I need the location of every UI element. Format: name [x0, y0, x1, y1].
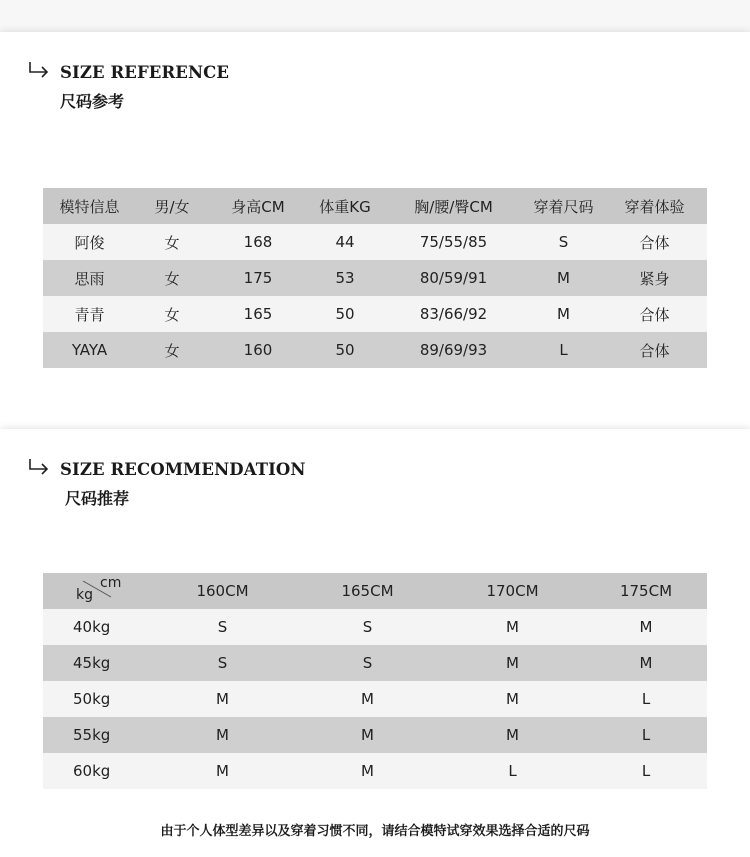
header-cell: 体重KG: [319, 197, 371, 216]
weight-cell: 60kg: [73, 762, 111, 780]
table-cell: L: [559, 341, 568, 359]
weight-cell: 55kg: [73, 726, 111, 744]
table-cell: 50: [335, 305, 355, 323]
table-row: [43, 681, 707, 717]
table-cell: 168: [243, 233, 273, 251]
section-title-cn: 尺码推荐: [65, 489, 130, 508]
table-row: [43, 260, 707, 296]
table-cell: 175: [243, 269, 273, 287]
size-cell: M: [361, 762, 374, 780]
header-cell: 模特信息: [59, 197, 120, 216]
table-cell: 合体: [639, 233, 670, 252]
weight-cell: 45kg: [73, 654, 111, 672]
size-cell: S: [217, 618, 228, 636]
size-cell: S: [362, 618, 373, 636]
section-title-cn: 尺码参考: [60, 92, 125, 111]
header-cell: 穿着尺码: [533, 197, 594, 216]
size-recommendation-table: [43, 573, 707, 789]
header-cell: 165CM: [341, 582, 394, 600]
table-cell: 53: [335, 269, 355, 287]
table-cell: M: [557, 305, 570, 323]
size-cell: L: [641, 762, 651, 780]
table-row: [43, 609, 707, 645]
fit-footnote: 由于个人体型差异以及穿着习惯不同，请结合模特试穿效果选择合适的尺码: [160, 824, 590, 839]
table-row: [43, 296, 707, 332]
table-cell: 165: [243, 305, 273, 323]
size-cell: M: [216, 762, 229, 780]
table-row: [43, 717, 707, 753]
size-cell: L: [641, 726, 651, 744]
size-reference-banner: [0, 32, 750, 131]
corner-cell: [43, 573, 150, 609]
table-cell: M: [557, 269, 570, 287]
size-cell: L: [508, 762, 517, 780]
table-cell: 女: [164, 269, 180, 288]
table-cell: 75/55/85: [419, 233, 488, 251]
size-cell: S: [217, 654, 228, 672]
size-cell: M: [216, 690, 229, 708]
table-header-row: [43, 573, 707, 609]
table-cell: 50: [335, 341, 355, 359]
row-unit-label: kg: [76, 587, 93, 603]
return-arrow-icon: [27, 60, 51, 80]
table-cell: 合体: [639, 305, 670, 324]
size-cell: M: [361, 726, 374, 744]
table-cell: 女: [164, 341, 180, 360]
size-cell: M: [361, 690, 374, 708]
header-cell: 穿着体验: [624, 197, 685, 216]
table-cell: 80/59/91: [419, 269, 488, 287]
top-strip: [0, 0, 750, 32]
table-cell: 紧身: [639, 269, 670, 288]
table-cell: 83/66/92: [419, 305, 488, 323]
table-cell: 女: [164, 233, 180, 252]
size-reference-table: [43, 188, 707, 368]
header-cell: 170CM: [486, 582, 539, 600]
size-cell: M: [506, 618, 519, 636]
table-cell: 思雨: [74, 269, 105, 288]
table-header-row: [43, 188, 707, 224]
column-unit-label: cm: [100, 575, 122, 591]
header-cell: 175CM: [619, 582, 673, 600]
table-cell: S: [558, 233, 569, 251]
section-title-en: SIZE REFERENCE: [60, 63, 230, 82]
size-cell: M: [216, 726, 229, 744]
table-row: [43, 753, 707, 789]
size-cell: L: [641, 690, 651, 708]
table-row: [43, 332, 707, 368]
size-cell: S: [362, 654, 373, 672]
table-cell: 160: [243, 341, 273, 359]
size-cell: M: [506, 654, 519, 672]
header-cell: 胸/腰/臀CM: [414, 197, 493, 216]
table-cell: 女: [164, 305, 180, 324]
table-row: [43, 645, 707, 681]
size-cell: M: [506, 726, 519, 744]
table-cell: 青青: [74, 305, 105, 324]
size-cell: M: [639, 618, 653, 636]
weight-cell: 50kg: [73, 690, 111, 708]
header-cell: 身高CM: [231, 197, 285, 216]
size-cell: M: [639, 654, 653, 672]
table-cell: YAYA: [71, 341, 108, 359]
return-arrow-icon: [27, 457, 51, 477]
table-cell: 阿俊: [74, 233, 105, 252]
table-cell: 合体: [639, 341, 670, 360]
header-cell: 男/女: [154, 197, 190, 216]
weight-cell: 40kg: [73, 618, 111, 636]
size-recommendation-banner: [0, 429, 750, 528]
table-cell: 44: [335, 233, 355, 251]
section-title-en: SIZE RECOMMENDATION: [60, 460, 306, 479]
table-row: [43, 224, 707, 260]
table-cell: 89/69/93: [419, 341, 488, 359]
header-cell: 160CM: [196, 582, 249, 600]
size-cell: M: [506, 690, 519, 708]
